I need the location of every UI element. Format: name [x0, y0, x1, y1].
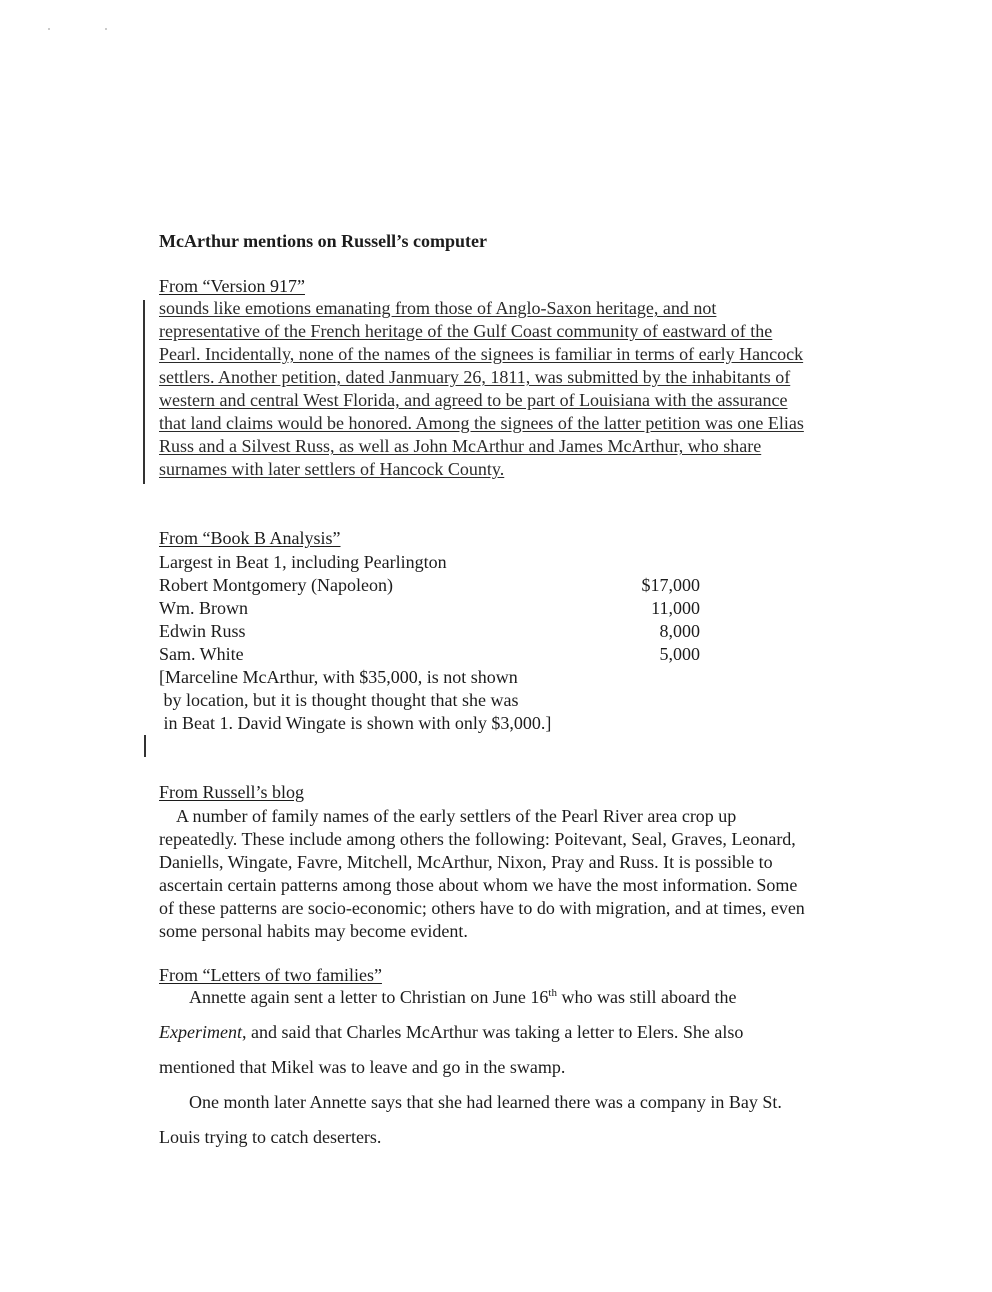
excerpt-line: Russ and a Silvest Russ, as well as John McArthur and James McArthur, who share — [159, 436, 762, 456]
entry-amount: 8,000 — [659, 621, 700, 641]
entry-name: Robert Montgomery (Napoleon) — [159, 575, 393, 595]
version-917-excerpt — [159, 297, 899, 481]
blog-paragraph — [159, 805, 919, 943]
intro-line: Largest in Beat 1, including Pearlington — [159, 552, 447, 572]
excerpt-line: representative of the French heritage of the Gulf Coast community of eastward of the — [159, 321, 773, 341]
letter-line: Louis trying to catch deserters. — [159, 1127, 382, 1147]
ordinal-suffix: th — [548, 987, 557, 999]
excerpt-line: sounds like emotions emanating from those of Anglo-Saxon heritage, and not — [159, 298, 717, 318]
excerpt-line: settlers. Another petition, dated Janmuary 26, 1811, was submitted by the inhabitants of — [159, 367, 791, 387]
entry-amount: 5,000 — [659, 644, 700, 664]
letter-line: mentioned that Mikel was to leave and go in the swamp. — [159, 1057, 566, 1077]
letter-text: who was still aboard the — [556, 987, 737, 1007]
letters-excerpt — [159, 980, 879, 1155]
paragraph-line: Daniells, Wingate, Favre, Mitchell, McArthur, Nixon, Pray and Russ. It is possible to — [159, 852, 773, 872]
document-title: McArthur mentions on Russell’s computer — [159, 231, 487, 251]
entry-name: Sam. White — [159, 644, 244, 664]
paragraph-line: some personal habits may become evident. — [159, 921, 468, 941]
letter-line — [159, 1015, 879, 1050]
excerpt-line: western and central West Florida, and agreed to be part of Louisiana with the assurance — [159, 390, 788, 410]
excerpt-line: Pearl. Incidentally, none of the names of the signees is familiar in terms of early Hancock — [159, 344, 804, 364]
letter-line: One month later Annette says that she had learned there was a company in Bay St. — [189, 1092, 782, 1112]
section-heading-book-b: From “Book B Analysis” — [159, 528, 341, 548]
excerpt-line: that land claims would be honored. Among the signees of the latter petition was one Elias — [159, 413, 804, 433]
letter-text: Annette again sent a letter to Christian on June 16 — [189, 987, 549, 1007]
book-b-analysis — [159, 551, 859, 735]
margin-bar — [143, 300, 145, 484]
scan-speck — [48, 28, 50, 30]
note-line: [Marceline McArthur, with $35,000, is not shown — [159, 667, 518, 687]
entry-amount: $17,000 — [641, 575, 700, 595]
paragraph-line: repeatedly. These include among others the following: Poitevant, Seal, Graves, Leonard, — [159, 829, 796, 849]
note-line: by location, but it is thought thought that she was — [159, 690, 519, 710]
ship-name: Experiment — [159, 1022, 242, 1042]
section-heading-version-917: From “Version 917” — [159, 276, 305, 296]
paragraph-line: of these patterns are socio-economic; others have to do with migration, and at times, even — [159, 898, 805, 918]
letter-text: , and said that Charles McArthur was taking a letter to Elers. She also — [241, 1022, 744, 1042]
scan-speck — [105, 28, 107, 30]
note-line: in Beat 1. David Wingate is shown with only $3,000.] — [159, 713, 552, 733]
margin-bar — [144, 735, 146, 757]
letter-line — [159, 980, 879, 1015]
entry-name: Wm. Brown — [159, 598, 248, 618]
paragraph-line: ascertain certain patterns among those about whom we have the most information. Some — [159, 875, 798, 895]
excerpt-line: surnames with later settlers of Hancock County. — [159, 459, 505, 479]
entry-amount: 11,000 — [651, 598, 700, 618]
section-heading-russells-blog: From Russell’s blog — [159, 782, 305, 802]
section-heading-letters: From “Letters of two families” — [159, 965, 382, 985]
paragraph-line: A number of family names of the early settlers of the Pearl River area crop up — [159, 806, 737, 826]
entry-name: Edwin Russ — [159, 621, 246, 641]
